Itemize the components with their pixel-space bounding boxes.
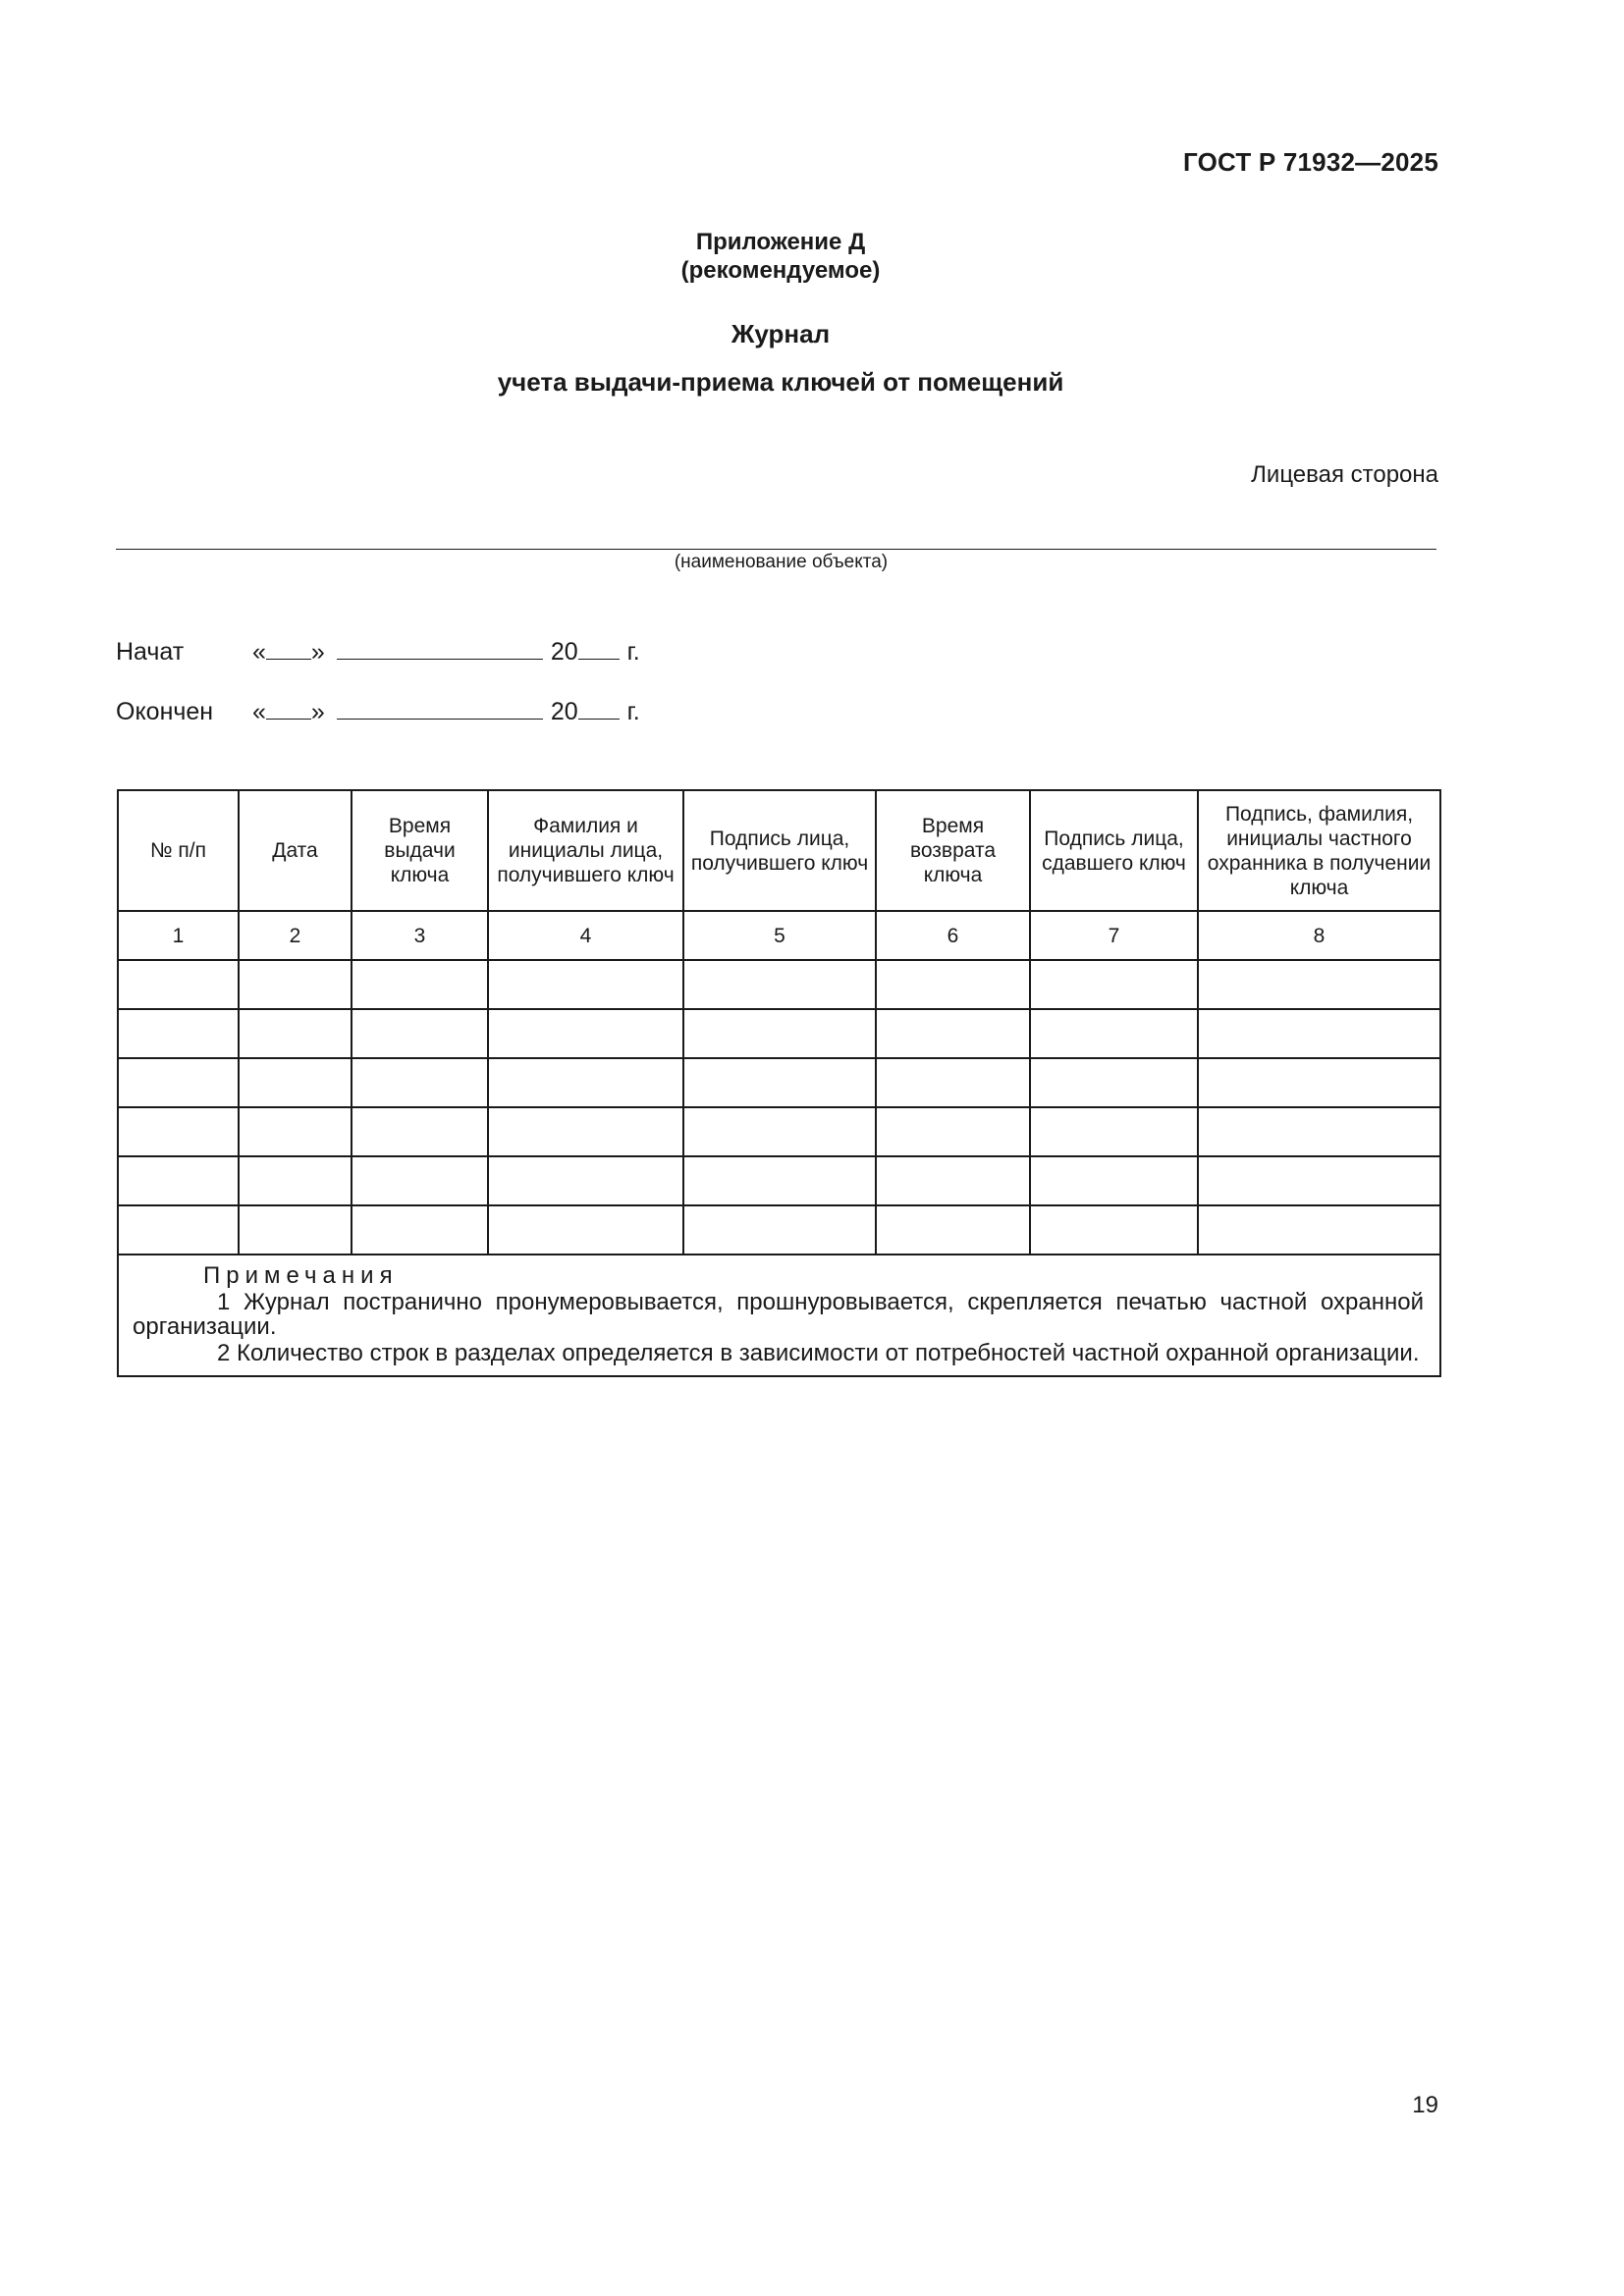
- table-cell: [352, 1156, 488, 1205]
- table-cell: [1198, 1058, 1440, 1107]
- column-number: 3: [352, 911, 488, 960]
- annex-label: Приложение Д: [695, 229, 866, 255]
- year-suffix: г.: [626, 638, 640, 666]
- table-row: [118, 960, 1440, 1009]
- table-cell: [118, 1058, 239, 1107]
- column-number: 2: [239, 911, 352, 960]
- table-cell: [1030, 1009, 1198, 1058]
- table-cell: [118, 960, 239, 1009]
- column-number: 8: [1198, 911, 1440, 960]
- day-blank: [266, 697, 311, 720]
- started-date-row: [116, 637, 640, 667]
- table-cell: [488, 1058, 683, 1107]
- ended-label: Окончен: [116, 698, 214, 725]
- table-cell: [876, 1107, 1030, 1156]
- table-cell: [118, 1009, 239, 1058]
- table-cell: [488, 1205, 683, 1255]
- column-header: Время возврата ключа: [876, 790, 1030, 911]
- table-cell: [683, 1205, 876, 1255]
- column-header: Подпись лица, получившего ключ: [683, 790, 876, 911]
- table-cell: [1030, 960, 1198, 1009]
- table-cell: [239, 1058, 352, 1107]
- table-cell: [239, 1205, 352, 1255]
- table-cell: [239, 1107, 352, 1156]
- table-cell: [683, 1107, 876, 1156]
- quote-close: »: [310, 638, 325, 666]
- notes-title: Примечания: [203, 1262, 399, 1289]
- year-blank: [578, 697, 620, 720]
- table-cell: [1198, 1156, 1440, 1205]
- table-cell: [118, 1156, 239, 1205]
- table-cell: [1030, 1107, 1198, 1156]
- page-title: Журнал: [731, 319, 831, 348]
- object-name-caption: (наименование объекта): [674, 552, 889, 572]
- quote-open: «: [252, 638, 266, 666]
- note-item: 2 Количество строк в разделах определяется в зависимости от потребностей частной охранной организации.: [217, 1340, 1420, 1366]
- table-cell: [876, 1156, 1030, 1205]
- column-number: 7: [1030, 911, 1198, 960]
- ended-date-row: [116, 697, 640, 726]
- column-header: Время выдачи ключа: [352, 790, 488, 911]
- table-cell: [1198, 1107, 1440, 1156]
- note-item: 1 Журнал постранично пронумеровывается, прошнуровывается, скрепляется печатью частной охранной организации.: [133, 1289, 1424, 1340]
- annex-status: (рекомендуемое): [680, 257, 881, 284]
- table-cell: [239, 1009, 352, 1058]
- table-cell: [683, 960, 876, 1009]
- month-blank: [337, 637, 543, 660]
- notes-cell: [118, 1255, 1440, 1376]
- table-cell: [1198, 1205, 1440, 1255]
- table-cell: [683, 1009, 876, 1058]
- day-blank: [266, 637, 311, 660]
- table-cell: [239, 960, 352, 1009]
- table-cell: [876, 1009, 1030, 1058]
- table-row: [118, 1058, 1440, 1107]
- column-number: 4: [488, 911, 683, 960]
- annex-heading: [0, 228, 1561, 285]
- started-label: Начат: [116, 638, 185, 666]
- column-header: Подпись лица, сдавшего ключ: [1030, 790, 1198, 911]
- table-cell: [118, 1107, 239, 1156]
- year-suffix: г.: [626, 698, 640, 725]
- column-header: Подпись, фамилия, инициалы частного охранника в получении ключа: [1198, 790, 1440, 911]
- column-header: Дата: [239, 790, 352, 911]
- notes-row: [118, 1255, 1440, 1376]
- column-number: 5: [683, 911, 876, 960]
- column-header: Фамилия и инициалы лица, получившего ключ: [488, 790, 683, 911]
- table-row: [118, 1107, 1440, 1156]
- page-number: 19: [1412, 2092, 1438, 2118]
- table-cell: [876, 1205, 1030, 1255]
- table-cell: [118, 1205, 239, 1255]
- table-cell: [352, 960, 488, 1009]
- table-cell: [1198, 960, 1440, 1009]
- table-cell: [1198, 1009, 1440, 1058]
- side-label: Лицевая сторона: [1251, 461, 1438, 488]
- table-cell: [876, 960, 1030, 1009]
- century: 20: [550, 638, 578, 666]
- table-cell: [1030, 1058, 1198, 1107]
- table-row: [118, 1205, 1440, 1255]
- column-number: 6: [876, 911, 1030, 960]
- table-cell: [876, 1058, 1030, 1107]
- table-cell: [1030, 1156, 1198, 1205]
- month-blank: [337, 697, 543, 720]
- document-code: ГОСТ Р 71932—2025: [1183, 147, 1438, 177]
- table-cell: [352, 1107, 488, 1156]
- table-cell: [352, 1009, 488, 1058]
- table-cell: [1030, 1205, 1198, 1255]
- page-subtitle: учета выдачи-приема ключей от помещений: [497, 367, 1064, 397]
- year-blank: [578, 637, 620, 660]
- table-cell: [683, 1058, 876, 1107]
- table-cell: [683, 1156, 876, 1205]
- column-number: 1: [118, 911, 239, 960]
- table-row: [118, 1009, 1440, 1058]
- quote-close: »: [310, 698, 325, 725]
- key-journal-table: [117, 789, 1441, 1377]
- century: 20: [550, 698, 578, 725]
- table-row: [118, 1156, 1440, 1205]
- column-header: № п/п: [118, 790, 239, 911]
- object-name-line: [116, 549, 1436, 550]
- table-cell: [488, 1009, 683, 1058]
- table-cell: [352, 1205, 488, 1255]
- table-header-row: [118, 790, 1440, 911]
- table-cell: [352, 1058, 488, 1107]
- table-cell: [488, 960, 683, 1009]
- table-cell: [488, 1156, 683, 1205]
- table-cell: [488, 1107, 683, 1156]
- quote-open: «: [252, 698, 266, 725]
- column-number-row: [118, 911, 1440, 960]
- table-cell: [239, 1156, 352, 1205]
